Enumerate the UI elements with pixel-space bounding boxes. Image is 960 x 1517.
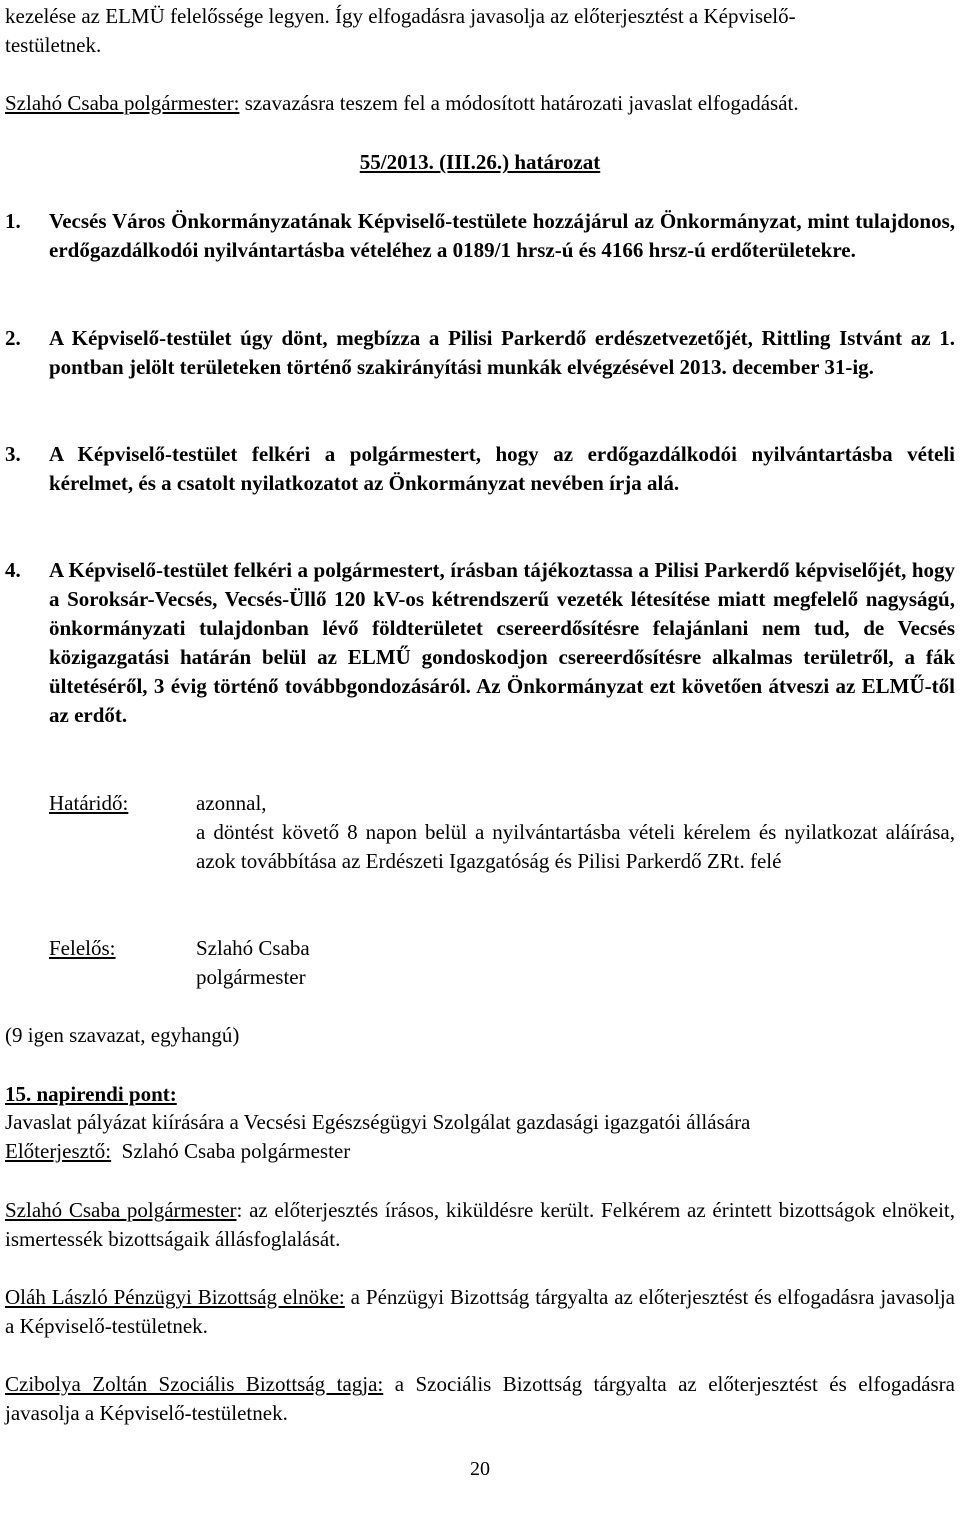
speaker-text: : az előterjesztés írásos, kiküldésre került. Felkérem az érintett bizottságok elnökeit, ismertessék bizottságaik állásfoglalását. [5,1198,955,1251]
item-text: A Képviselő-testület felkéri a polgármestert, írásban tájékoztassa a Pilisi Parkerdő képviselőjét, hogy a Soroksár-Vecsés, Vecsés-Üllő 120 kV-os kétrendszerű vezeték létesítése miatt megfelelő nagyságú, önkormányzati tulajdonban lévő földterületet csereerdősítésre felajánlani nem tud, de Vecsés közigazgatási határán belül az ELMŰ gondoskodjon csereerdősítésre alkalmas területről, a fák ültetéséről, 3 évig történő továbbgondozásáról. Az Önkormányzat ezt követően átveszi az ELMŰ-től az erdőt. [49,558,955,727]
resolution-item-4 [5,556,955,730]
agenda-subject: Javaslat pályázat kiírására a Vecsési Egészségügyi Szolgálat gazdasági igazgatói állására [5,1110,751,1134]
item-number: 4. [5,558,21,582]
item-text: Vecsés Város Önkormányzatának Képviselő-testülete hozzájárul az Önkormányzat, mint tulajdonos, erdőgazdálkodói nyilvántartásba vételéhez a 0189/1 hrsz-ú és 4166 hrsz-ú erdőterületekre. [49,209,955,262]
speaker-name: Oláh László Pénzügyi Bizottság elnöke: [5,1285,345,1309]
presenter-line [5,1137,350,1166]
mayor-paragraph [5,1196,955,1254]
resolution-item-1 [5,207,955,265]
responsible-name: Szlahó Csaba [196,936,310,960]
deadline-detail: a döntést követő 8 napon belül a nyilvántartásba vételi kérelem és nyilatkozat aláírása, azok továbbítása az Erdészeti Igazgatóság és Pilisi Parkerdő ZRt. felé [196,820,955,873]
presenter-value: Szlahó Csaba polgármester [111,1139,351,1163]
resolution-item-2 [5,324,955,382]
resolution-title [0,148,960,177]
responsible-label: Felelős: [49,936,116,960]
deadline-label: Határidő: [49,791,129,815]
page-number: 20 [470,1458,490,1480]
deadline-immediate: azonnal, [196,791,267,815]
speaker-text: a Szociális Bizottság tárgyalta az előterjesztést és elfogadásra javasolja a Képviselő-testületnek. [5,1372,955,1425]
agenda-heading-text: 15. napirendi pont: [5,1082,177,1106]
finance-committee-paragraph [5,1283,955,1341]
continuation-text-line-1: kezelése az ELMÜ felelőssége legyen. Így elfogadásra javasolja az előterjesztést a Képviselő- [5,4,796,28]
agenda-heading [5,1080,177,1109]
continuation-text-line-2: testületnek. [5,33,102,57]
presenter-label: Előterjesztő: [5,1139,112,1163]
resolution-item-3 [5,440,955,498]
item-text: A Képviselő-testület felkéri a polgármestert, hogy az erdőgazdálkodói nyilvántartásba vételi kérelmet, és a csatolt nyilatkozatot az Önkormányzat nevében írja alá. [49,442,955,495]
mayor-statement [5,89,799,118]
vote-result: (9 igen szavazat, egyhangú) [5,1023,240,1047]
speaker-name: Czibolya Zoltán Szociális Bizottság tagja: [5,1372,384,1396]
speaker-text: a Pénzügyi Bizottság tárgyalta az előterjesztést és elfogadásra javasolja a Képviselő-testületnek. [5,1285,956,1338]
speaker-text: szavazásra teszem fel a módosított határozati javaslat elfogadását. [239,91,799,115]
item-number: 1. [5,209,21,233]
item-number: 2. [5,326,21,350]
speaker-name: Szlahó Csaba polgármester: [5,91,240,115]
item-number: 3. [5,442,21,466]
responsible-title: polgármester [196,965,306,989]
resolution-title-text: 55/2013. (III.26.) határozat [359,150,601,174]
item-text: A Képviselő-testület úgy dönt, megbízza a Pilisi Parkerdő erdészetvezetőjét, Rittling Istvánt az 1. pontban jelölt területeken történő szakirányítási munkák elvégzésével 2013. december 31-ig. [49,326,955,379]
social-committee-paragraph [5,1370,955,1428]
speaker-name: Szlahó Csaba polgármester [5,1198,237,1222]
